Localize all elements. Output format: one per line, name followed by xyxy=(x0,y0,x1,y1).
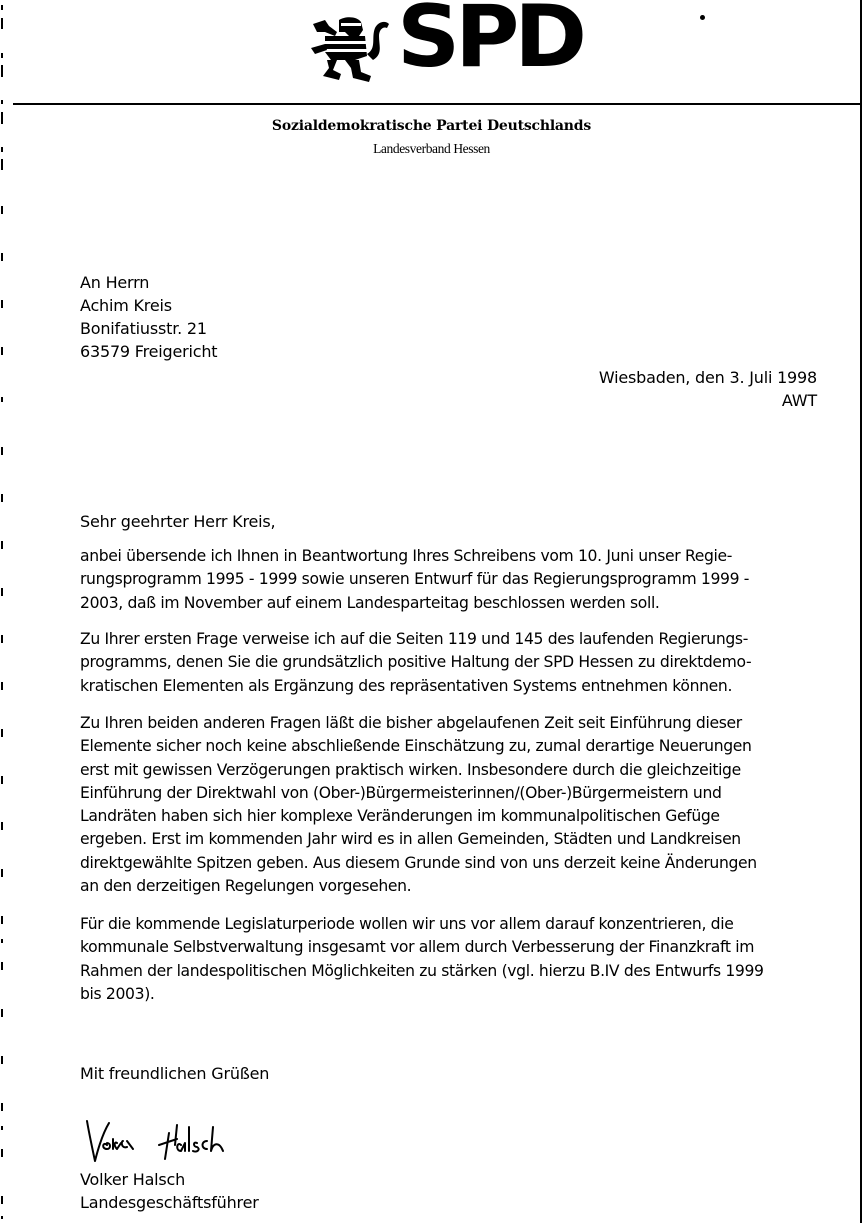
scan-edge-mark xyxy=(1,1103,3,1111)
scan-edge-mark xyxy=(1,253,3,261)
paragraph-line: bis 2003). xyxy=(80,984,155,1003)
reference-code: AWT xyxy=(781,391,817,410)
scan-edge-mark xyxy=(1,494,3,502)
scan-edge-mark xyxy=(1,100,3,104)
scan-edge-mark xyxy=(1,1056,3,1064)
paragraph xyxy=(80,913,832,1006)
paragraph xyxy=(80,545,832,615)
scan-edge-mark xyxy=(1,5,3,10)
letterhead-rule xyxy=(13,103,862,105)
paragraph-line: Zu Ihren beiden anderen Fragen läßt die bisher abgelaufenen Zeit seit Einführung dieser xyxy=(80,714,742,732)
scan-edge-mark xyxy=(1,206,3,214)
paragraph xyxy=(80,712,832,898)
paragraph-line: Zu Ihrer ersten Frage verweise ich auf die Seiten 119 und 145 des laufenden Regierungs- xyxy=(80,630,748,648)
scan-speck xyxy=(700,15,705,20)
scan-edge-mark xyxy=(1,1126,3,1130)
scan-edge-mark xyxy=(1,447,3,455)
scan-edge-mark xyxy=(1,822,3,830)
scan-edge-mark xyxy=(1,300,3,308)
scan-edge-mark xyxy=(1,65,3,77)
scan-edge-mark xyxy=(1,635,3,643)
paragraph-line: an den derzeitigen Regelungen vorgesehen. xyxy=(80,877,412,896)
paragraph-line: Rahmen der landespolitischen Möglichkeiten zu stärken (vgl. hierzu B.IV des Entwurfs 1999 xyxy=(80,961,764,980)
paragraph-line: anbei übersende ich Ihnen in Beantwortung Ihres Schreibens vom 10. Juni unser Regie- xyxy=(80,547,733,565)
scan-edge-mark xyxy=(1,1216,3,1219)
paragraph xyxy=(80,628,832,698)
scan-edge-mark xyxy=(1,869,3,877)
paragraph-line: Für die kommende Legislaturperiode wollen wir uns vor allem darauf konzentrieren, die xyxy=(80,915,734,933)
hessian-lion-icon xyxy=(305,14,395,86)
recipient-city: 63579 Freigericht xyxy=(80,342,218,361)
scan-edge-mark xyxy=(1,729,3,737)
paragraph-line: Elemente sicher noch keine abschließende Einschätzung zu, zumal derartige Neuerungen xyxy=(80,737,752,756)
scan-edge-mark xyxy=(1,1149,3,1157)
scan-edge-mark xyxy=(1,347,3,355)
scan-edge-mark xyxy=(1,53,3,58)
scan-edge-mark xyxy=(1,588,3,596)
organization-name: Sozialdemokratische Partei Deutschlands xyxy=(271,118,592,134)
paragraph-line: ergeben. Erst im kommenden Jahr wird es in allen Gemeinden, Städten und Landkreisen xyxy=(80,830,741,849)
spd-hessen-logo xyxy=(305,0,582,94)
scan-edge-mark xyxy=(1,1196,3,1204)
recipient-salutation: An Herrn xyxy=(80,273,150,292)
closing: Mit freundlichen Grüßen xyxy=(80,1064,270,1083)
paragraph-line: kommunale Selbstverwaltung insgesamt vor allem durch Verbesserung der Finanzkraft im xyxy=(80,938,755,957)
paragraph-line: kratischen Elementen als Ergänzung des repräsentativen Systems entnehmen können. xyxy=(80,676,733,695)
scan-border-right xyxy=(860,0,862,1223)
logo-text: SPD xyxy=(397,0,582,87)
paragraph-line: Einführung der Direktwahl von (Ober-)Bürgermeisterinnen/(Ober-)Bürgermeistern und xyxy=(80,783,722,802)
organization-branch: Landesverband Hessen xyxy=(373,141,490,156)
paragraph-line: direktgewählte Spitzen geben. Aus diesem Grunde sind von uns derzeit keine Änderungen xyxy=(80,853,757,872)
paragraph-line: Landräten haben sich hier komplexe Veränderungen im kommunalpolitischen Gefüge xyxy=(80,807,720,826)
scan-edge-mark xyxy=(1,776,3,784)
scan-edge-mark xyxy=(1,939,3,943)
recipient-name: Achim Kreis xyxy=(80,296,172,315)
handwritten-signature xyxy=(85,1115,285,1165)
scan-edge-mark xyxy=(1,916,3,924)
scan-edge-mark xyxy=(1,1009,3,1017)
greeting: Sehr geehrter Herr Kreis, xyxy=(80,512,276,531)
paragraph-line: programms, denen Sie die grundsätzlich positive Haltung der SPD Hessen zu direktdemo- xyxy=(80,653,752,672)
paragraph-line: rungsprogramm 1995 - 1999 sowie unseren Entwurf für das Regierungsprogramm 1999 - xyxy=(80,570,750,589)
signatory-name: Volker Halsch xyxy=(80,1170,186,1189)
paragraph-line: erst mit gewissen Verzögerungen praktisch wirken. Insbesondere durch die gleichzeitige xyxy=(80,760,741,779)
scan-edge-mark xyxy=(1,159,3,170)
scan-edge-mark xyxy=(1,541,3,549)
scan-edge-mark xyxy=(1,18,3,29)
scan-edge-mark xyxy=(1,682,3,690)
scan-edge-mark xyxy=(1,962,3,970)
recipient-street: Bonifatiusstr. 21 xyxy=(80,319,207,338)
place-date: Wiesbaden, den 3. Juli 1998 xyxy=(598,368,817,387)
signatory-title: Landesgeschäftsführer xyxy=(80,1193,259,1212)
paragraph-line: 2003, daß im November auf einem Landesparteitag beschlossen werden soll. xyxy=(80,593,660,612)
scan-edge-mark xyxy=(1,397,3,402)
